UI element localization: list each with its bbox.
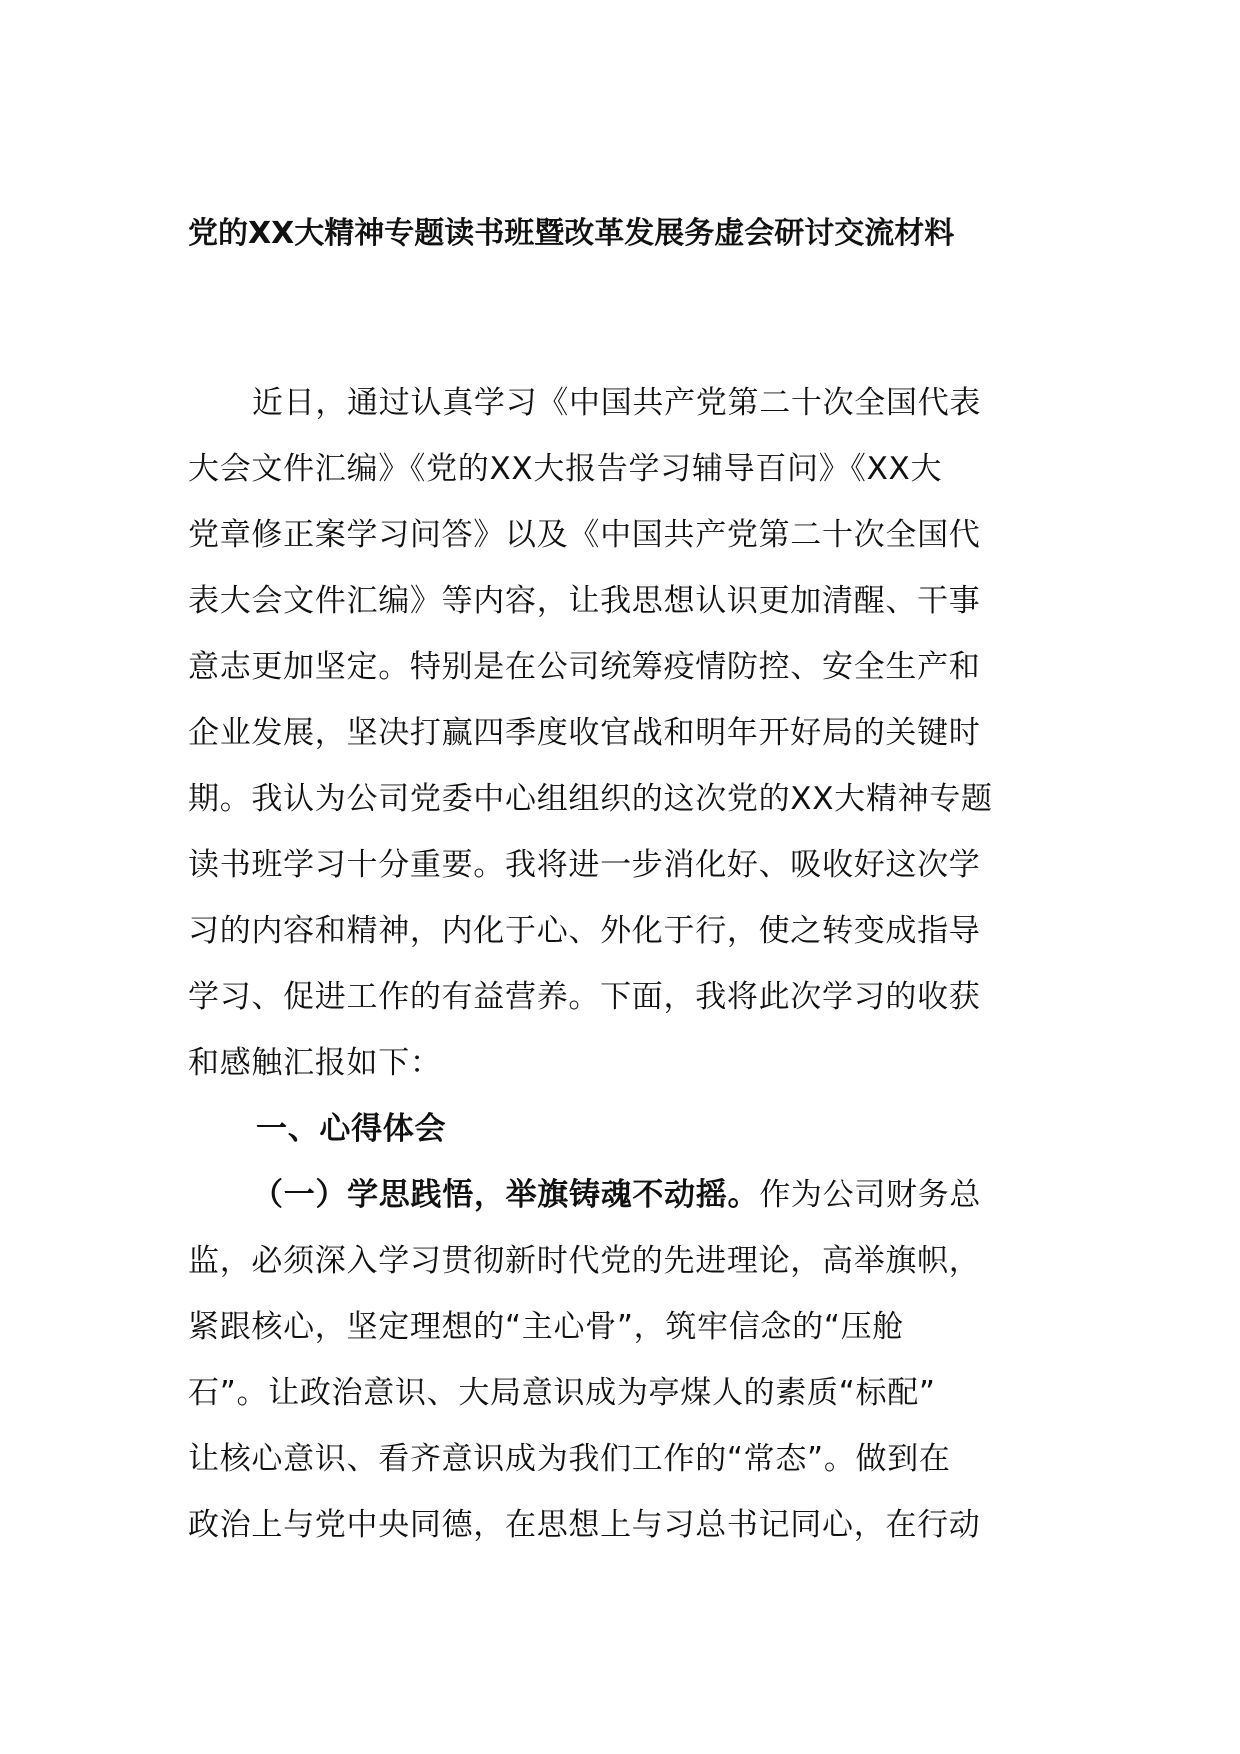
paragraph-line: 石”。让政治意识、大局意识成为亭煤人的素质“标配” <box>188 1375 936 1411</box>
sub-heading-text: 作为公司财务总 <box>759 1177 982 1213</box>
paragraph-line: 大会文件汇编》《党的XX大报告学习辅导百问》《XX大 <box>188 451 943 487</box>
paragraph-line: 意志更加坚定。特别是在公司统筹疫情防控、安全生产和 <box>188 649 981 685</box>
paragraph-line: 紧跟核心，坚定理想的“主心骨”，筑牢信念的“压舱 <box>188 1309 904 1345</box>
paragraph-line: 期。我认为公司党委中心组组织的这次党的XX大精神专题 <box>188 781 993 817</box>
sub-heading-line <box>188 1162 1058 1228</box>
paragraph-line: 近日，通过认真学习《中国共产党第二十次全国代表 <box>252 385 982 421</box>
section-heading: 一、心得体会 <box>256 1111 447 1147</box>
paragraph-line: 让核心意识、看齐意识成为我们工作的“常态”。做到在 <box>188 1441 951 1477</box>
paragraph-line: 政治上与党中央同德，在思想上与习总书记同心，在行动 <box>188 1507 981 1543</box>
paragraph-line: 和感触汇报如下： <box>188 1045 442 1081</box>
paragraph-line: 党章修正案学习问答》以及《中国共产党第二十次全国代 <box>188 517 981 553</box>
paragraph-line: 读书班学习十分重要。我将进一步消化好、吸收好这次学 <box>188 847 981 883</box>
sub-heading-bold: （一）学思践悟，举旗铸魂不动摇。 <box>252 1177 760 1213</box>
paragraph-line: 监，必须深入学习贯彻新时代党的先进理论，高举旗帜， <box>188 1243 981 1279</box>
document-title: 党的XX大精神专题读书班暨改革发展务虚会研讨交流材料 <box>188 216 955 251</box>
paragraph-line: 表大会文件汇编》等内容，让我思想认识更加清醒、干事 <box>188 583 981 619</box>
document-body <box>188 370 1058 1558</box>
paragraph-line: 企业发展，坚决打赢四季度收官战和明年开好局的关键时 <box>188 715 981 751</box>
paragraph-line: 习的内容和精神，内化于心、外化于行，使之转变成指导 <box>188 913 981 949</box>
paragraph-line: 学习、促进工作的有益营养。下面，我将此次学习的收获 <box>188 979 981 1015</box>
